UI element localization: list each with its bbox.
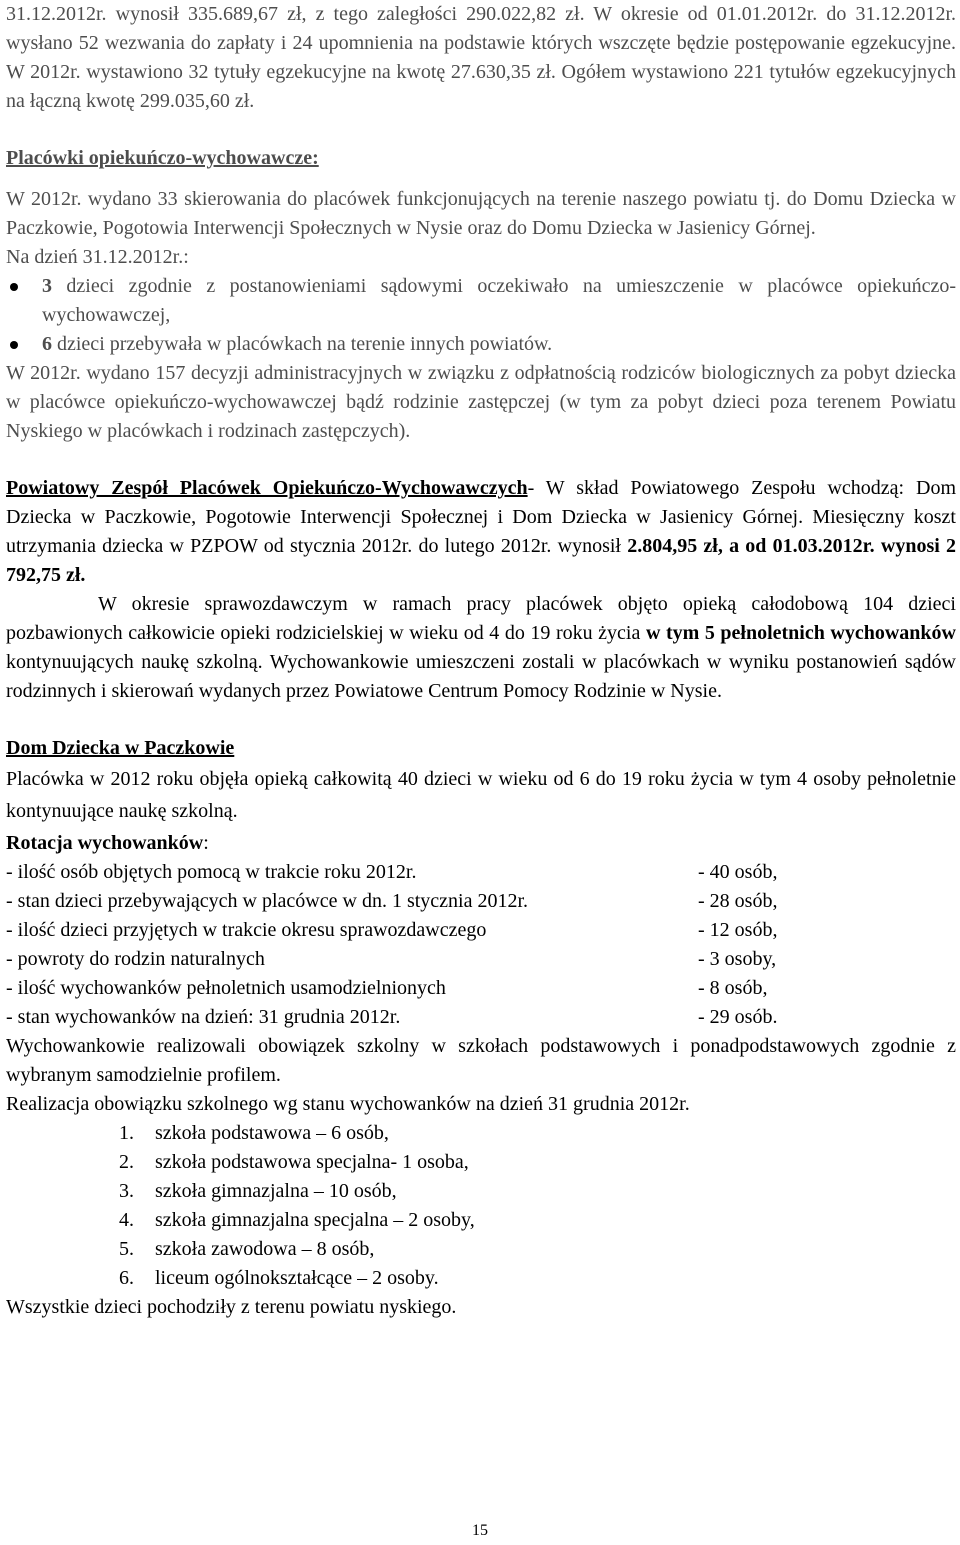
rotacja-heading	[6, 829, 956, 858]
school-item-number: 2.	[119, 1151, 134, 1173]
school-item	[6, 1264, 956, 1293]
pzpow-paragraph	[6, 474, 956, 590]
page-number: 15	[472, 1522, 488, 1539]
pzpow-p2-a: W okresie sprawozdawczym w ramach pracy placówek objęto opieką całodobową 104 dzieci pozbawionych całkowicie opieki rodzicielskiej w wieku od 4 do 19 roku życia	[6, 593, 956, 644]
pzpow-paragraph-2	[6, 590, 956, 706]
school-item-text: szkoła zawodowa – 8 osób,	[155, 1238, 375, 1260]
rotacja-label: Rotacja wychowanków	[6, 832, 204, 854]
pzpow-amount-2: 2 792,75 zł.	[6, 535, 956, 586]
placowki-date-line: Na dzień 31.12.2012r.:	[6, 246, 189, 268]
school-item-number: 6.	[119, 1267, 134, 1289]
intro-paragraph: 31.12.2012r. wynosił 335.689,67 zł, z tego zaległości 290.022,82 zł. W okresie od 01.01.2012r. do 31.12.2012r. wysłano 52 wezwania do zapłaty i 24 upomnienia na podstawie których wszczęte będzie postępowanie egzekucyjne. W 2012r. wystawiono 32 tytuły egzekucyjne na kwotę 27.630,35 zł. Ogółem wystawiono 221 tytułów egzekucyjnych na łączną kwotę 299.035,60 zł.	[6, 3, 956, 112]
school-item-text: liceum ogólnokształcące – 2 osoby.	[155, 1267, 439, 1289]
school-item	[6, 1148, 956, 1177]
dom-dziecka-paragraph-4: Wszystkie dzieci pochodziły z terenu powiatu nyskiego.	[6, 1296, 457, 1318]
rotacja-row-value: - 3 osoby,	[698, 948, 777, 970]
rotacja-row	[6, 1003, 956, 1032]
rotacja-colon: :	[203, 832, 209, 854]
rotacja-list	[6, 858, 956, 1032]
school-item	[6, 1119, 956, 1148]
schools-list	[6, 1119, 956, 1293]
placowki-bullet-list	[6, 272, 956, 359]
bullet-number: 6	[42, 333, 52, 355]
school-item-text: szkoła podstawowa specjalna- 1 osoba,	[155, 1151, 469, 1173]
bullet-text: dzieci zgodnie z postanowieniami sądowymi oczekiwało na umieszczenie w placówce opiekuńczo-wychowawczej,	[42, 275, 956, 326]
rotacja-row-value: - 12 osób,	[698, 919, 778, 941]
placowki-heading: Placówki opiekuńczo-wychowawcze:	[6, 147, 319, 169]
rotacja-row-label: - ilość osób objętych pomocą w trakcie roku 2012r.	[6, 861, 417, 883]
school-item-text: szkoła podstawowa – 6 osób,	[155, 1122, 389, 1144]
pzpow-heading: Powiatowy Zespół Placówek Opiekuńczo-Wychowawczych	[6, 477, 528, 499]
bullet-item	[6, 330, 956, 359]
school-item-number: 5.	[119, 1238, 134, 1260]
rotacja-row-label: - stan dzieci przebywających w placówce w dn. 1 stycznia 2012r.	[6, 890, 529, 912]
rotacja-row-value: - 8 osób,	[698, 977, 768, 999]
school-item-number: 1.	[119, 1122, 134, 1144]
school-item-text: szkoła gimnazjalna specjalna – 2 osoby,	[155, 1209, 475, 1231]
dom-dziecka-paragraph-2: Wychowankowie realizowali obowiązek szkolny w szkołach podstawowych i ponadpodstawowych zgodnie z wybranym samodzielnie profilem.	[6, 1035, 956, 1086]
school-item-number: 3.	[119, 1180, 134, 1202]
rotacja-row	[6, 916, 956, 945]
rotacja-row	[6, 887, 956, 916]
rotacja-row-value: - 28 osób,	[698, 890, 778, 912]
rotacja-row-label: - ilość wychowanków pełnoletnich usamodzielnionych	[6, 977, 446, 999]
rotacja-row-label: - powroty do rodzin naturalnych	[6, 948, 265, 970]
rotacja-row	[6, 945, 956, 974]
dom-dziecka-heading: Dom Dziecka w Paczkowie	[6, 737, 235, 759]
school-item	[6, 1206, 956, 1235]
bullet-text: dzieci przebywała w placówkach na terenie innych powiatów.	[52, 333, 553, 355]
rotacja-row-value: - 29 osób.	[698, 1006, 778, 1028]
rotacja-row	[6, 858, 956, 887]
school-item	[6, 1177, 956, 1206]
bullet-number: 3	[42, 275, 52, 297]
pzpow-p2-b: kontynuujących naukę szkolną. Wychowankowie umieszczeni zostali w placówkach w wyniku postanowień sądów rodzinnych i skierowań wydanych przez Powiatowe Centrum Pomocy Rodzinie w Nysie.	[6, 651, 956, 702]
pzpow-text-a: - W skład Powiatowego Zespołu wchodzą: Dom Dziecka w Paczkowie, Pogotowie Interwencji Społecznej i Dom Dziecka w Jasienicy Górnej. Miesięczny koszt utrzymania dziecka w PZPOW od stycznia 2012r. do lutego 2012r. wynosił	[6, 477, 956, 557]
school-item-number: 4.	[119, 1209, 134, 1231]
placowki-paragraph-2: W 2012r. wydano 157 decyzji administracyjnych w związku z odpłatnością rodziców biologicznych za pobyt dziecka w placówce opiekuńczo-wychowawczej bądź rodzinie zastępczej (w tym za pobyt dzieci poza terenem Powiatu Nyskiego w placówkach i rodzinach zastępczych).	[6, 362, 956, 442]
bullet-item	[6, 272, 956, 330]
dom-dziecka-paragraph-1: Placówka w 2012 roku objęła opieką całkowitą 40 dzieci w wieku od 6 do 19 roku życia w tym 4 osoby pełnoletnie kontynuujące naukę szkolną.	[6, 768, 956, 822]
dom-dziecka-paragraph-3: Realizacja obowiązku szkolnego wg stanu wychowanków na dzień 31 grudnia 2012r.	[6, 1093, 690, 1115]
rotacja-row-label: - stan wychowanków na dzień: 31 grudnia 2012r.	[6, 1006, 401, 1028]
pzpow-amount-1: 2.804,95 zł,	[627, 535, 723, 557]
pzpow-text-b: a od 01.03.2012r. wynosi	[722, 535, 946, 557]
rotacja-row-label: - ilość dzieci przyjętych w trakcie okresu sprawozdawczego	[6, 919, 487, 941]
placowki-paragraph-1: W 2012r. wydano 33 skierowania do placówek funkcjonujących na terenie naszego powiatu tj. do Domu Dziecka w Paczkowie, Pogotowia Interwencji Społecznych w Nysie oraz do Domu Dziecka w Jasienicy Górnej.	[6, 188, 956, 239]
document-page	[6, 0, 956, 1322]
school-item-text: szkoła gimnazjalna – 10 osób,	[155, 1180, 397, 1202]
pzpow-p2-bold: w tym 5 pełnoletnich wychowanków	[645, 622, 956, 644]
rotacja-row	[6, 974, 956, 1003]
rotacja-row-value: - 40 osób,	[698, 861, 778, 883]
school-item	[6, 1235, 956, 1264]
